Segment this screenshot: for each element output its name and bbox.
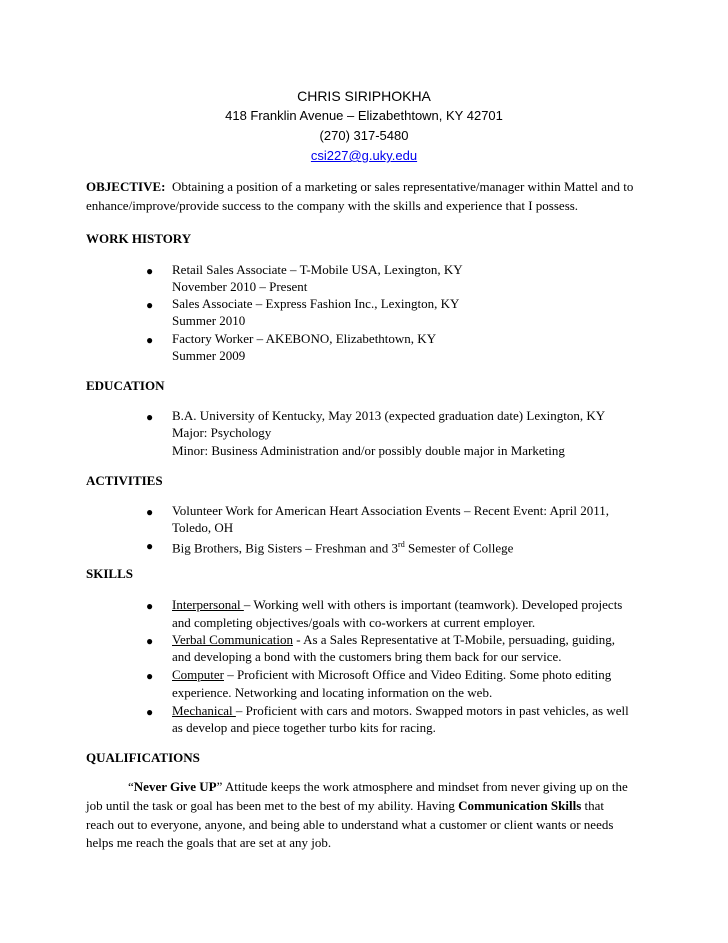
objective-label: OBJECTIVE: [86, 179, 166, 194]
education-major: Major: Psychology [172, 425, 272, 440]
skill-item-2-line-2: and developing a bond with the customers bring them back for our service. [172, 649, 562, 664]
activity-item-1-line-2: Toledo, OH [172, 520, 234, 535]
skill-item-3-line-1 [172, 666, 611, 684]
skill-item-1-line-1 [172, 596, 622, 614]
open-quote: “ [128, 779, 134, 794]
bullet-icon: ● [146, 539, 154, 553]
qualifications-text: that [581, 798, 605, 813]
objective-text-1: Obtaining a position of a marketing or sales representative/manager within Mattel and to [171, 179, 634, 194]
phone: (270) 317-5480 [319, 128, 409, 143]
bullet-icon: ● [146, 505, 154, 519]
qualifications-line-4: helps me reach the goals that are set at any job. [86, 835, 332, 850]
skill-label: Computer [172, 667, 224, 682]
skill-text: – Working well with others is important (teamwork). Developed projects [243, 597, 623, 612]
skill-label: Mechanical [172, 703, 236, 718]
bullet-icon: ● [146, 264, 154, 278]
skill-text: - As a Sales Representative at T-Mobile, persuading, guiding, [292, 632, 616, 647]
work-item-date: Summer 2010 [172, 313, 246, 328]
bullet-icon: ● [146, 410, 154, 424]
work-item-date: Summer 2009 [172, 348, 246, 363]
work-item-title: Factory Worker – AKEBONO, Elizabethtown, KY [172, 331, 437, 346]
skill-label: Interpersonal [172, 597, 244, 612]
skill-text: – Proficient with cars and motors. Swapped motors in past vehicles, as well [235, 703, 629, 718]
bullet-icon: ● [146, 669, 154, 683]
never-give-up-phrase: Never Give UP [133, 779, 217, 794]
activity-item-2-text: Big Brothers, Big Sisters – Freshman and 3 [172, 540, 399, 556]
activities-heading: ACTIVITIES [86, 473, 163, 488]
contact-header [0, 86, 728, 166]
communication-skills-phrase: Communication Skills [458, 798, 582, 813]
work-history-heading: WORK HISTORY [86, 231, 192, 246]
bullet-icon: ● [146, 599, 154, 613]
skill-item-2-line-1 [172, 631, 615, 649]
bullet-icon: ● [146, 298, 154, 312]
work-item-title: Sales Associate – Express Fashion Inc., Lexington, KY [172, 296, 460, 311]
qualifications-line-1 [128, 777, 628, 797]
qualifications-text: ” Attitude keeps the work atmosphere and mindset from never giving up on the [216, 779, 628, 794]
qualifications-line-2 [86, 796, 604, 816]
bullet-icon: ● [146, 705, 154, 719]
qualifications-line-3: reach out to everyone, anyone, and being able to understand what a customer or client wants or needs [86, 817, 614, 832]
skill-text: – Proficient with Microsoft Office and Video Editing. Some photo editing [224, 667, 612, 682]
education-minor: Minor: Business Administration and/or possibly double major in Marketing [172, 443, 565, 458]
ordinal-suffix: rd [398, 540, 405, 549]
skill-item-1-line-2: and completing objectives/goals with co-workers at current employer. [172, 615, 536, 630]
skill-item-4-line-1 [172, 702, 629, 720]
qualifications-text: job until the task or goal has been met to the best of my ability. Having [86, 798, 459, 813]
applicant-name: CHRIS SIRIPHOKHA [297, 88, 431, 104]
activity-item-2 [172, 536, 513, 557]
work-item-title: Retail Sales Associate – T-Mobile USA, Lexington, KY [172, 262, 463, 277]
qualifications-heading: QUALIFICATIONS [86, 750, 200, 765]
education-heading: EDUCATION [86, 378, 165, 393]
bullet-icon: ● [146, 634, 154, 648]
bullet-icon: ● [146, 333, 154, 347]
skill-label: Verbal Communication [172, 632, 293, 647]
activity-item-1-line-1: Volunteer Work for American Heart Association Events – Recent Event: April 2011, [172, 503, 610, 518]
skill-item-4-line-2: as develop and piece together turbo kits for racing. [172, 720, 436, 735]
activity-item-2-rest: Semester of College [404, 540, 514, 556]
education-degree: B.A. University of Kentucky, May 2013 (expected graduation date) Lexington, KY [172, 408, 606, 423]
address: 418 Franklin Avenue – Elizabethtown, KY 42701 [225, 108, 503, 123]
objective-text-2: enhance/improve/provide success to the company with the skills and experience that I possess. [86, 198, 579, 213]
email-link[interactable]: csi227@g.uky.edu [310, 148, 418, 163]
work-item-date: November 2010 – Present [172, 279, 308, 294]
skills-heading: SKILLS [86, 566, 133, 581]
skill-item-3-line-2: experience. Networking and locating information on the web. [172, 685, 493, 700]
objective-line-1 [86, 177, 633, 197]
